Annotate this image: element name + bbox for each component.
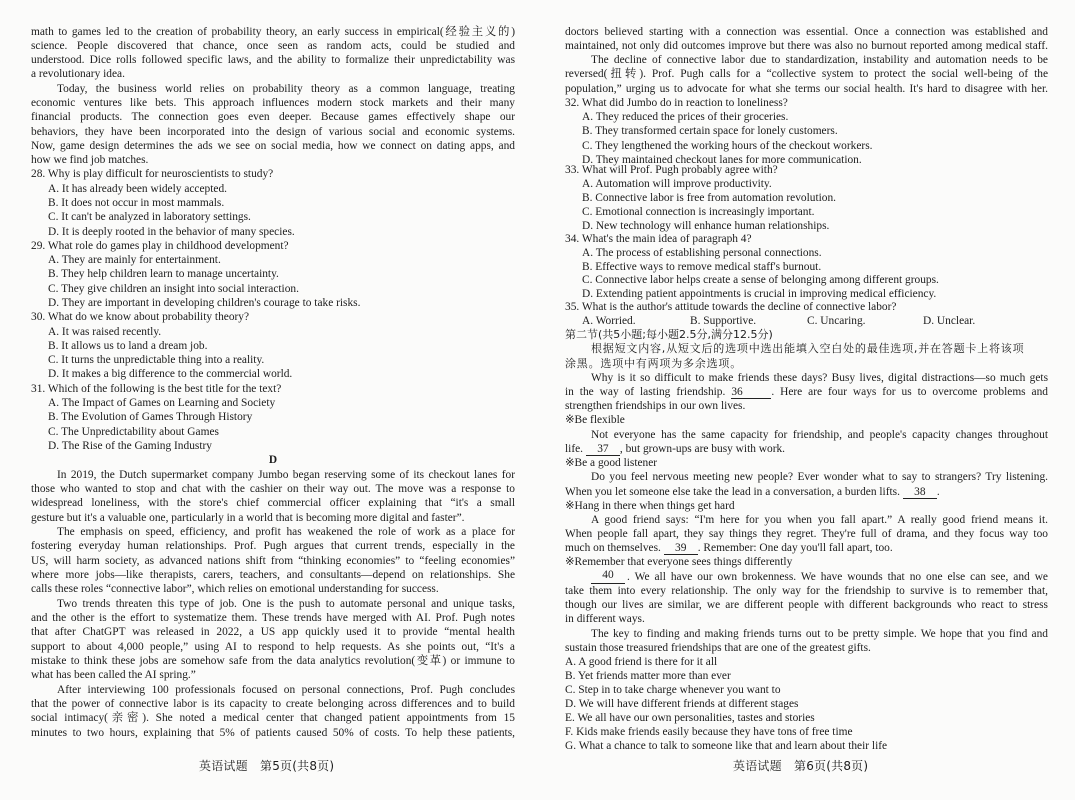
intro-line: science. People discovered that chance, once seen as random acts, could be studied and (31, 40, 515, 52)
answer-option: C. It turns the unpredictable thing into a reality. (48, 354, 265, 366)
question-stem: 34. What's the main idea of paragraph 4? (565, 233, 752, 245)
blank-37[interactable]: 37 (586, 444, 620, 456)
decline-line: reversed(扭转). Prof. Pugh calls for a “collective system to protect the social well-being of the (565, 68, 1048, 80)
passage-line: gesture but it's a valuable one, particularly in a world that is becoming more digital and faster”. (31, 512, 465, 524)
cloze-option: B. Yet friends matter more than ever (565, 670, 731, 682)
answer-option: C. The Unpredictability about Games (48, 426, 219, 438)
question-stem: 29. What role do games play in childhood development? (31, 240, 289, 252)
answer-option: B. Connective labor is free from automation revolution. (582, 192, 837, 204)
today-line: financial products. The connection goes even deeper. Because games effectively shape our (31, 111, 515, 123)
question-stem: 28. Why is play difficult for neuroscientists to study? (31, 168, 274, 180)
passage-line: widespread loneliness, with the store's chief commercial officer explaining that “it's a small (31, 497, 515, 509)
question-stem: 33. What will Prof. Pugh probably agree with? (565, 164, 778, 176)
cloze-line: When people fall apart, they say things they regret. They're full of drama, and they focus way too (565, 528, 1048, 540)
cloze-heading: ※Hang in there when things get hard (565, 500, 735, 512)
answer-option: C. Connective labor helps create a sense of belonging among different groups. (582, 274, 939, 286)
answer-option: D. They are important in developing children's courage to take risks. (48, 297, 361, 309)
question-stem: 31. Which of the following is the best title for the text? (31, 383, 282, 395)
cloze-heading: ※Remember that everyone sees things differently (565, 556, 793, 568)
page-footer-right: 英语试题 第6页(共8页) (733, 759, 869, 773)
cloze-text: . Here are four ways for us to overcome problems and (771, 386, 1049, 398)
passage-line: what has been called the AI spring.” (31, 669, 196, 681)
answer-option: D. New technology will enhance human relationships. (582, 220, 830, 232)
answer-option: C. It can't be analyzed in laboratory settings. (48, 211, 251, 223)
passage-line: Two trends threaten this type of job. One is the push to automate personal and unique tasks, (57, 598, 515, 610)
cloze-line: Not everyone has the same capacity for friendship, and people's capacity changes throughout (591, 429, 1048, 441)
answer-option: A. The process of establishing personal connections. (582, 247, 822, 259)
passage-line: calls these roles “connective labor”, which relies on emotional understanding for success. (31, 583, 439, 595)
passage-line: those who wanted to stop and chat with the cashier on their way out. The move was a response to (31, 483, 515, 495)
passage-line: mistake to think these jobs are somehow safe from the data analytics revolution(变革) or immune to (31, 655, 515, 667)
answer-option: D. It makes a big difference to the commercial world. (48, 368, 293, 380)
cloze-text: . (936, 486, 940, 498)
answer-option: B. The Evolution of Games Through History (48, 411, 253, 423)
answer-option: C. They lengthened the working hours of the checkout workers. (582, 140, 873, 152)
today-line: economic ventures like bets. This approach influences modern stock markets and their many (31, 97, 515, 109)
today-line: Now, game design determines the ads we see on social media, how we connect on dating apps, and (31, 140, 515, 152)
cloze-text: in the way of lasting friendship. (565, 386, 726, 398)
passage-line: minutes to two hours, explaining that 5% of patients caused 50% of costs. To help these patients, (31, 727, 515, 739)
answer-option: A. They reduced the prices of their groceries. (582, 111, 789, 123)
passage-line: fostering everyday human relationships. Prof. Pugh argues that current trends, especially in the (31, 540, 515, 552)
cloze-text: . We all have our own brokenness. We have wounds that no one else can see, and we (627, 571, 1048, 583)
cloze-text: . Remember: One day you'll fall apart, too. (697, 542, 893, 554)
answer-option: B. Supportive. (690, 315, 757, 327)
answer-option: B. They help children learn to manage uncertainty. (48, 268, 279, 280)
section-heading: D (268, 454, 278, 466)
q35-options (565, 314, 1048, 328)
cloze-line: take them into every relationship. The only way for the friendship to survive is to remember that, (565, 585, 1048, 597)
passage-line: US, will harm society, as advanced nations shift from “thinking economies” to “feeling economies” (31, 555, 515, 567)
answer-option: D. The Rise of the Gaming Industry (48, 440, 212, 452)
cloze-heading: ※Be a good listener (565, 457, 658, 469)
answer-option: D. They maintained checkout lanes for more communication. (582, 154, 862, 166)
cloze-option: E. We all have our own personalities, tastes and stories (565, 712, 815, 724)
answer-option: C. They give children an insight into social interaction. (48, 283, 299, 295)
cloze-option: F. Kids make friends easily because they have tons of free time (565, 726, 853, 738)
decline-line: The decline of connective labor due to standardization, instability and automation needs to be (591, 54, 1048, 66)
cloze-text: life. (565, 443, 584, 455)
continuation-line: doctors believed starting with a connection was essential. Once a connection was established and (565, 26, 1048, 38)
answer-option: D. Extending patient appointments is crucial in improving medical efficiency. (582, 288, 937, 300)
passage-line: In 2019, the Dutch supermarket company Jumbo began reserving some of its checkout lanes for (57, 469, 515, 481)
blank-39[interactable]: 39 (664, 543, 698, 555)
cloze-text: When you let someone else take the lead in a conversation, a burden lifts. (565, 486, 900, 498)
decline-line: population,” urging us to advocate for what she terms our social health. It's hard to disagree with her. (565, 83, 1048, 95)
passage-line: After interviewing 100 professionals focused on personal connections, Prof. Pugh concludes (57, 684, 515, 696)
intro-line: math to games led to the creation of probability theory, an early success in empirical(经验主义的) (31, 26, 515, 38)
section2-title: 第二节(共5小题;每小题2.5分,满分12.5分) (565, 328, 773, 341)
cloze-option: G. What a chance to talk to someone like that and learn about their life (565, 740, 888, 752)
passage-line: where more jobs—like therapists, carers, teachers, and consultants—depend on relationships. She (31, 569, 515, 581)
today-line: how we find job matches. (31, 154, 149, 166)
answer-option: D. It is deeply rooted in the behavior of many species. (48, 226, 295, 238)
passage-line: The emphasis on speed, efficiency, and profit has weakened the role of work as a place for (57, 526, 515, 538)
cloze-option: D. We will have different friends at different stages (565, 698, 799, 710)
blank-40[interactable]: 40 (591, 570, 625, 584)
continuation-line: maintained, not only did outcomes improve but there was also no burnout reported among medical staff. (565, 40, 1048, 52)
cloze-option: A. A good friend is there for it all (565, 656, 718, 668)
answer-option: A. They are mainly for entertainment. (48, 254, 221, 266)
blank-38[interactable]: 38 (903, 487, 937, 499)
answer-option: A. The Impact of Games on Learning and Society (48, 397, 276, 409)
section2-instructions: 涂黑。选项中有两项为多余选项。 (565, 357, 742, 370)
cloze-line: The key to finding and making friends turns out to be pretty simple. We hope that you find and (591, 628, 1048, 640)
answer-option: B. It does not occur in most mammals. (48, 197, 225, 209)
cloze-line: A good friend says: “I'm here for you when you fall apart.” A really good friend means it. (591, 514, 1048, 526)
passage-line: support to about 4,000 people,” using AI to respond to help requests. As she points out, “It's a (31, 641, 515, 653)
question-stem: 35. What is the author's attitude towards the decline of connective labor? (565, 301, 897, 313)
answer-option: B. Effective ways to remove medical staff's burnout. (582, 261, 822, 273)
answer-option: B. They transformed certain space for lonely customers. (582, 125, 838, 137)
today-line: Today, the business world relies on probability theory as a common language, treating (57, 83, 515, 95)
cloze-text: much on themselves. (565, 542, 661, 554)
cloze-line (565, 541, 893, 555)
cloze-line: sustain those treasured friendships that are one of the greatest gifts. (565, 642, 871, 654)
cloze-text: , but grown-ups are busy with work. (619, 443, 786, 455)
passage-line: and the other is the effort to systematize them. These trends have merged with AI. Prof. Pugh notes (31, 612, 515, 624)
cloze-line: though our lives are similar, we are different people with different backgrounds who react to stress (565, 599, 1048, 611)
passage-line: that after ChatGPT was released in 2022, a US app quickly used it to provide “mental health (31, 626, 515, 638)
answer-option: B. It allows us to land a dream job. (48, 340, 208, 352)
today-line: behaviors, they have been incorporated into the design of various social and economic systems. (31, 126, 515, 138)
cloze-line (591, 570, 1048, 584)
cloze-heading: ※Be flexible (565, 414, 625, 426)
intro-line: a revolutionary idea. (31, 68, 125, 80)
passage-line: that the power of connective labor is its capacity to create belonging across differences and to build (31, 698, 515, 710)
cloze-option: C. Step in to take charge whenever you want to (565, 684, 781, 696)
passage-line: social intimacy(亲密). She noted a medical center that changed patient appointments from 15 (31, 712, 515, 724)
answer-option: D. Unclear. (923, 315, 976, 327)
question-stem: 30. What do we know about probability theory? (31, 311, 250, 323)
cloze-line: in different ways. (565, 613, 645, 625)
answer-option: A. It has already been widely accepted. (48, 183, 228, 195)
cloze-line (565, 385, 1048, 399)
cloze-line: Why is it so difficult to make friends these days? Busy lives, digital distractions—so much gets (591, 372, 1048, 384)
blank-36[interactable]: 36 (731, 387, 771, 399)
section2-instructions: 根据短文内容,从短文后的选项中选出能填入空白处的最佳选项,并在答题卡上将该项 (591, 342, 1025, 355)
question-stem: 32. What did Jumbo do in reaction to loneliness? (565, 97, 788, 109)
cloze-line: strengthen friendships in our own lives. (565, 400, 746, 412)
answer-option: A. It was raised recently. (48, 326, 162, 338)
cloze-line (565, 485, 940, 499)
answer-option: C. Emotional connection is increasingly important. (582, 206, 815, 218)
cloze-line: Do you feel nervous meeting new people? Ever wonder what to say to strangers? Try listening. (591, 471, 1048, 483)
answer-option: A. Worried. (582, 315, 636, 327)
page-footer-left: 英语试题 第5页(共8页) (199, 759, 335, 773)
cloze-line (565, 442, 785, 456)
intro-line: understood. Dice rolls followed specific laws, and the ability to formalize their unpredictability was (31, 54, 515, 66)
answer-option: A. Automation will improve productivity. (582, 178, 772, 190)
answer-option: C. Uncaring. (807, 315, 866, 327)
